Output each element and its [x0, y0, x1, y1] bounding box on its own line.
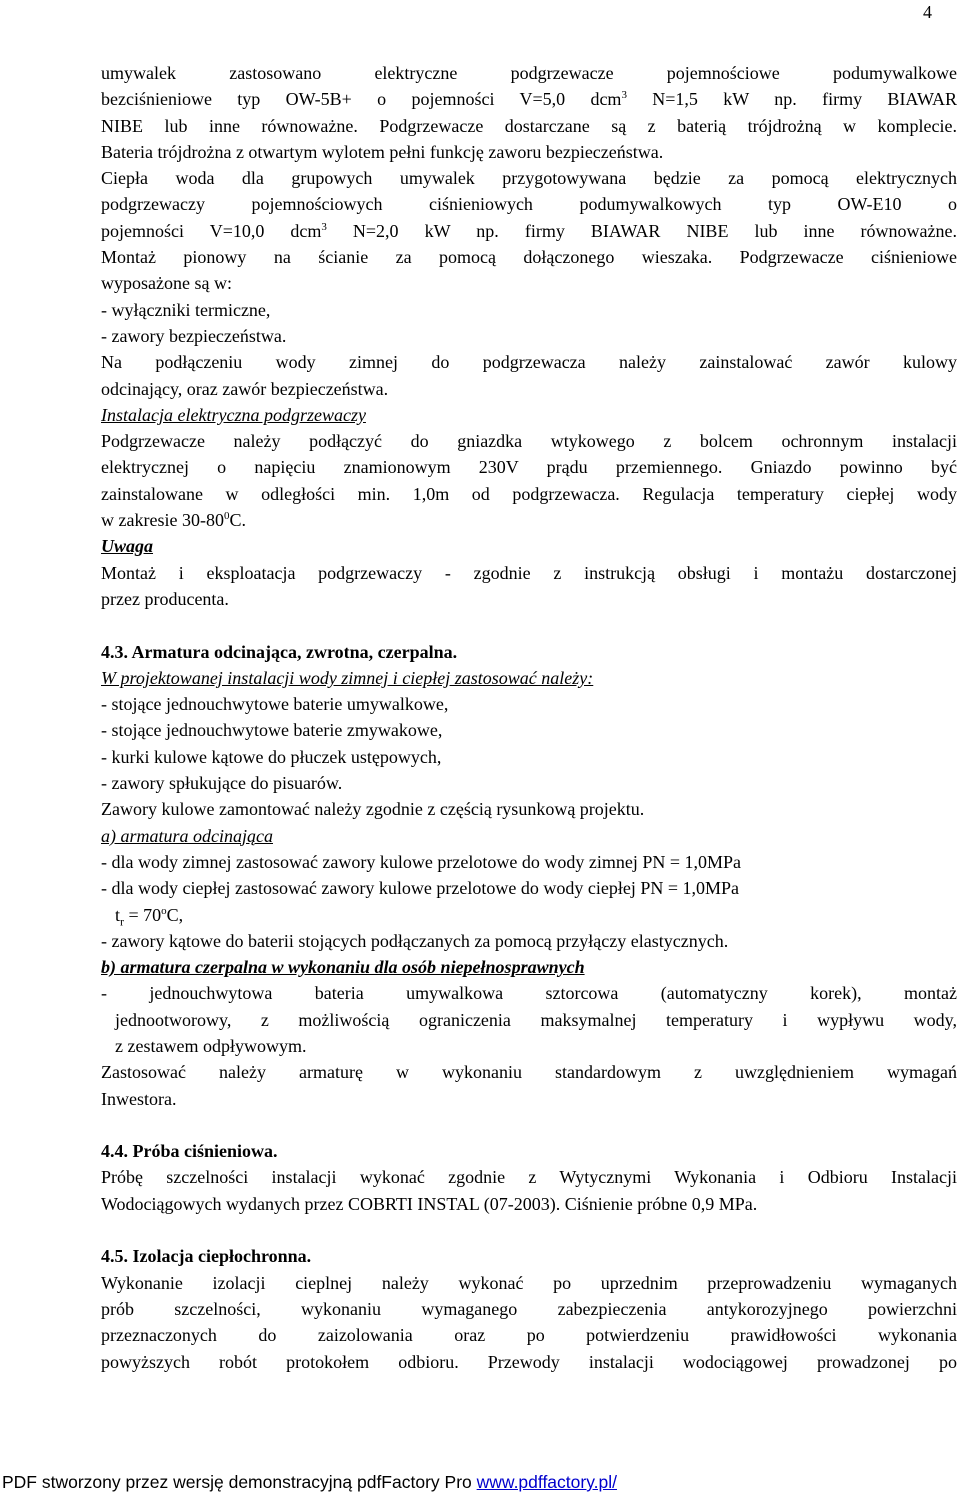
text-line: zainstalowane w odległości min. 1,0m od podgrzewacza. Regulacja temperatury ciepłej wody	[101, 483, 957, 504]
list-item: - jednouchwytowa bateria umywalkowa sztorcowa (automatyczny korek), montaż	[101, 983, 957, 1004]
list-item: - zawory bezpieczeństwa.	[101, 325, 287, 346]
text-line: Zawory kulowe zamontować należy zgodnie z częścią rysunkową projektu.	[101, 799, 645, 820]
footer-link[interactable]: www.pdffactory.pl/	[476, 1472, 618, 1492]
text-line: pojemności V=10,0 dcm$^3$ N=2,0 kW np. firmy BIAWAR NIBE lub inne równoważne.	[101, 220, 957, 241]
text-line: elektrycznej o napięciu znamionowym 230V prądu przemiennego. Gniazdo powinno być	[101, 457, 957, 478]
section-subheading: W projektowanej instalacji wody zimnej i ciepłej zastosować należy:	[101, 667, 594, 688]
section-subheading: Instalacja elektryczna podgrzewaczy	[101, 404, 366, 425]
section-heading: 4.4. Próba ciśnieniowa.	[101, 1141, 278, 1162]
text-line: przez producenta.	[101, 588, 229, 609]
text-line: Ciepła woda dla grupowych umywalek przygotowywana będzie za pomocą elektrycznych	[101, 168, 957, 189]
pdf-footer	[0, 1472, 960, 1493]
text-line: NIBE lub inne równoważne. Podgrzewacze dostarczane są z baterią trójdrożną w komplecie.	[101, 115, 957, 136]
text-line: Montaż i eksploatacja podgrzewaczy - zgodnie z instrukcją obsługi i montażu dostarczonej	[101, 562, 957, 583]
page-number: 4	[923, 2, 932, 22]
document-body	[101, 60, 957, 1375]
section-subheading: b) armatura czerpalna w wykonaniu dla osób niepełnosprawnych	[101, 957, 585, 978]
text-line: bezciśnieniowe typ OW-5B+ o pojemności V=5,0 dcm$^3$ N=1,5 kW np. firmy BIAWAR	[101, 89, 957, 110]
list-item: - zawory kątowe do baterii stojących podłączanych za pomocą przyłączy elastycznych.	[101, 930, 729, 951]
section-heading: 4.5. Izolacja ciepłochronna.	[101, 1246, 312, 1267]
text-line: Montaż pionowy na ścianie za pomocą dołączonego wieszaka. Podgrzewacze ciśnieniowe	[101, 247, 957, 268]
list-item: - zawory spłukujące do pisuarów.	[101, 773, 343, 794]
text-line: Na podłączeniu wody zimnej do podgrzewacza należy zainstalować zawór kulowy	[101, 352, 957, 373]
text-line: Bateria trójdrożna z otwartym wylotem pełni funkcję zaworu bezpieczeństwa.	[101, 141, 664, 162]
section-heading: 4.3. Armatura odcinająca, zwrotna, czerpalna.	[101, 641, 458, 662]
list-item: - dla wody ciepłej zastosować zawory kulowe przelotowe do wody ciepłej PN = 1,0MPa	[101, 878, 739, 899]
list-item: - stojące jednouchwytowe baterie umywalkowe,	[101, 694, 449, 715]
list-item: z zestawem odpływowym.	[115, 1035, 307, 1056]
text-line: przeznaczonych do zaizolowania oraz po potwierdzeniu prawidłowości wykonania	[101, 1325, 957, 1346]
text-line: prób szczelności, wykonaniu wymaganego zabezpieczenia antykorozyjnego powierzchni	[101, 1298, 957, 1319]
text-line: powyższych robót protokołem odbioru. Przewody instalacji wodociągowej prowadzonej po	[101, 1351, 957, 1372]
text-line: w zakresie $30-80^0C$.	[101, 510, 246, 531]
text-line: Wykonanie izolacji cieplnej należy wykonać po uprzednim przeprowadzeniu wymaganych	[101, 1272, 957, 1293]
list-item: - stojące jednouchwytowe baterie zmywakowe,	[101, 720, 443, 741]
list-item: $t_r = 70^oC$,	[115, 904, 184, 929]
text-line: Próbę szczelności instalacji wykonać zgodnie z Wytycznymi Wykonania i Odbioru Instalacji	[101, 1167, 957, 1188]
text-line: umywalek zastosowano elektryczne podgrzewacze pojemnościowe podumywalkowe	[101, 63, 957, 83]
text-line: podgrzewaczy pojemnościowych ciśnieniowych podumywalkowych typ OW-E10 o	[101, 194, 957, 215]
text-line: Zastosować należy armaturę w wykonaniu standardowym z uwzględnieniem wymagań	[101, 1062, 957, 1083]
list-item: jednootworowy, z możliwością ograniczenia maksymalnej temperatury i wypływu wody,	[115, 1009, 957, 1030]
text-line: odcinający, oraz zawór bezpieczeństwa.	[101, 378, 389, 399]
section-subheading: a) armatura odcinająca	[101, 825, 273, 846]
text-line: Podgrzewacze należy podłączyć do gniazdka wtykowego z bolcem ochronnym instalacji	[101, 431, 957, 452]
list-item: - wyłączniki termiczne,	[101, 299, 271, 320]
text-line: wyposażone są w:	[101, 273, 232, 294]
list-item: - kurki kulowe kątowe do płuczek ustępowych,	[101, 746, 442, 767]
text-line: Inwestora.	[101, 1088, 177, 1109]
section-subheading: Uwaga	[101, 536, 154, 557]
list-item: - dla wody zimnej zastosować zawory kulowe przelotowe do wody zimnej PN = 1,0MPa	[101, 851, 742, 872]
text-line: Wodociągowych wydanych przez COBRTI INSTAL (07-2003). Ciśnienie próbne 0,9 MPa.	[101, 1193, 758, 1214]
footer-text: PDF stworzony przez wersję demonstracyjną pdfFactory Pro	[2, 1472, 477, 1492]
